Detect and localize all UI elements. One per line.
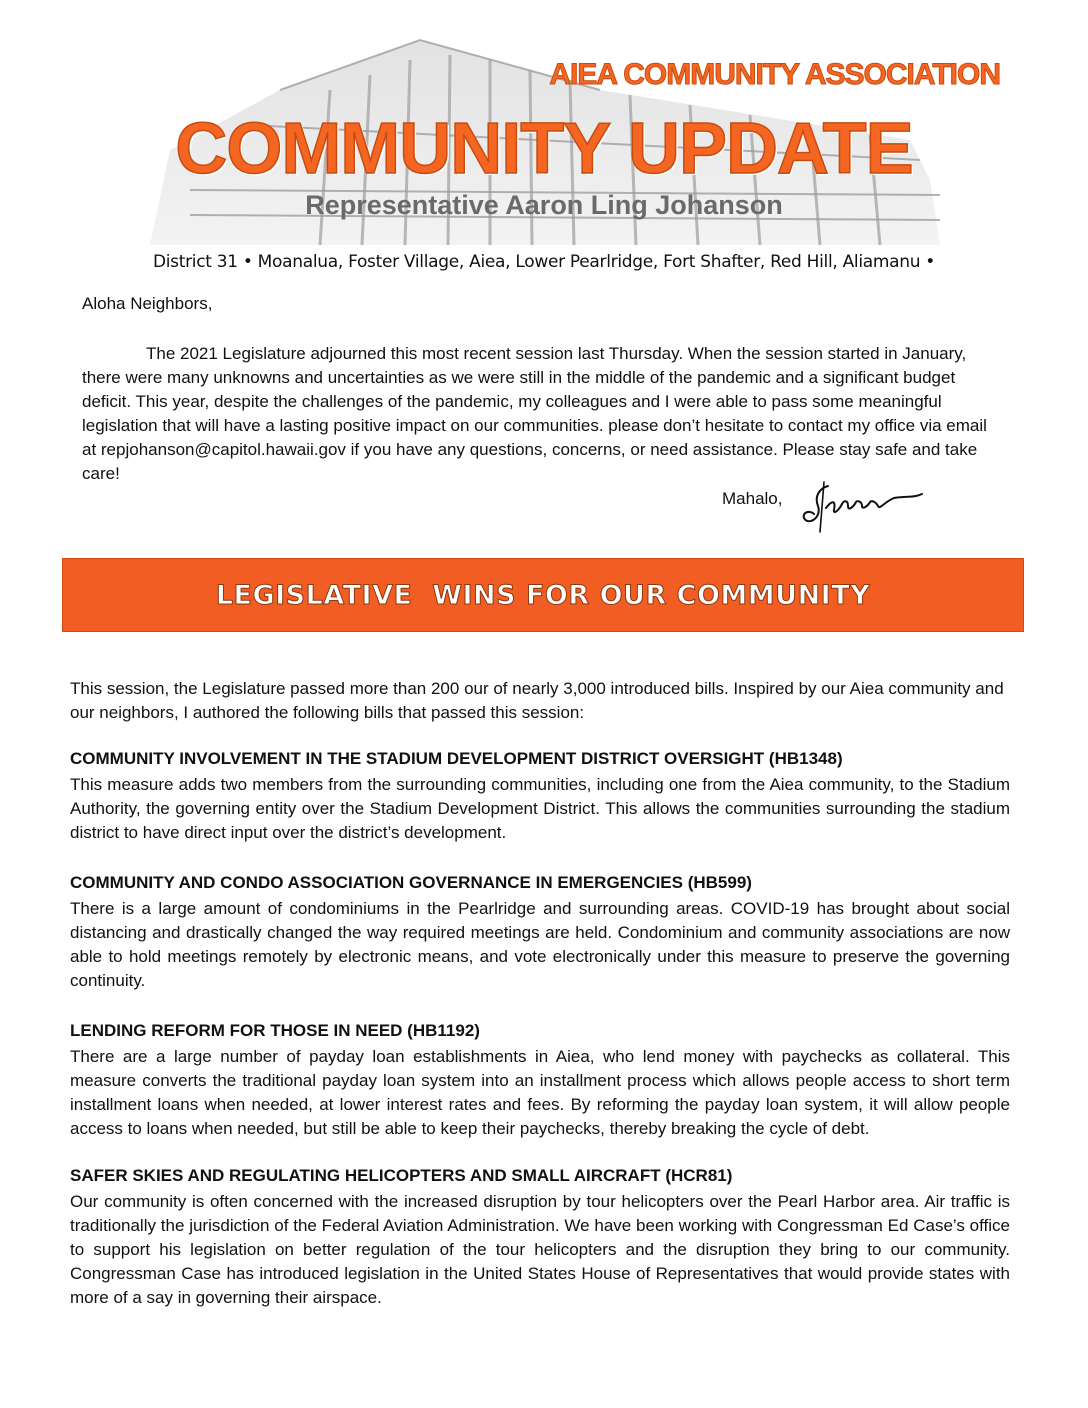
- association-name: AIEA COMMUNITY ASSOCIATION: [549, 58, 1000, 91]
- handwritten-signature: [798, 478, 924, 534]
- section-banner: [62, 558, 1024, 632]
- representative-name: Representative Aaron Ling Johanson: [305, 190, 783, 220]
- bill-text-hb1192: There are a large number of payday loan establishments in Aiea, who lend money with paychecks as collateral. This measure converts the traditional payday loan system into an installment process which allows people access to short term installment loans when needed, at lower interest rates and fees. By reforming the payday loan system, it will allow people access to loans when needed, but still be able to keep their paychecks, thereby breaking the cycle of debt.: [70, 1047, 1010, 1138]
- newsletter-title: COMMUNITY UPDATE: [175, 109, 913, 189]
- bill-text-hcr81: Our community is often concerned with the increased disruption by tour helicopters over the Pearl Harbor area. Air traffic is traditionally the jurisdiction of the Federal Aviation Administration. We have been working with Congressman Ed Case’s office to support his legislation on better regulation of the tour helicopters and the disruption they bring to our community. Congressman Case has introduced legislation in the United States House of Representatives that would provide states with more of a say in governing their airspace.: [70, 1192, 1010, 1307]
- letter-greeting: Aloha Neighbors,: [82, 294, 213, 313]
- bill-text-hb1348: This measure adds two members from the surrounding communities, including one from the Aiea community, to the Stadium Authority, the governing entity over the Stadium Development District. This allows the communities surrounding the stadium district to have direct input over the district’s development.: [70, 775, 1010, 842]
- banner-title: LEGISLATIVE WINS FOR OUR COMMUNITY: [215, 579, 871, 611]
- letter-body: The 2021 Legislature adjourned this most recent session last Thursday. When the session started in January, there were many unknowns and uncertainties as we were still in the middle of the pandemic and a significant budget deficit. This year, despite the challenges of the pandemic, my colleagues and I were able to pass some meaningful legislation that will have a lasting positive impact on our communities. please don’t hesitate to contact my office via email at repjohanson@capitol.hawaii.gov if you have any questions, concerns, or need assistance. Please stay safe and take care!: [82, 344, 987, 483]
- letter-closing: Mahalo,: [722, 489, 783, 508]
- bill-text-hb599: There is a large amount of condominiums in the Pearlridge and surrounding areas. COVID-19 has brought about social distancing and drastically changed the way required meetings are held. Condominium and community associations are now able to hold meetings remotely by electronic means, and vote electronically under this measure to preserve the governing continuity.: [70, 899, 1010, 990]
- bill-heading-hb1192: LENDING REFORM FOR THOSE IN NEED (HB1192): [70, 1021, 480, 1040]
- bill-heading-hcr81: SAFER SKIES AND REGULATING HELICOPTERS AND SMALL AIRCRAFT (HCR81): [70, 1166, 733, 1185]
- bill-heading-hb599: COMMUNITY AND CONDO ASSOCIATION GOVERNANCE IN EMERGENCIES (HB599): [70, 873, 752, 892]
- wins-intro: This session, the Legislature passed more than 200 our of nearly 3,000 introduced bills. Inspired by our Aiea community and our neighbors, I authored the following bills that passed this session:: [70, 679, 1004, 722]
- district-line: District 31 • Moanalua, Foster Village, Aiea, Lower Pearlridge, Fort Shafter, Red Hill, Aliamanu •: [152, 252, 936, 272]
- bill-heading-hb1348: COMMUNITY INVOLVEMENT IN THE STADIUM DEVELOPMENT DISTRICT OVERSIGHT (HB1348): [70, 749, 843, 768]
